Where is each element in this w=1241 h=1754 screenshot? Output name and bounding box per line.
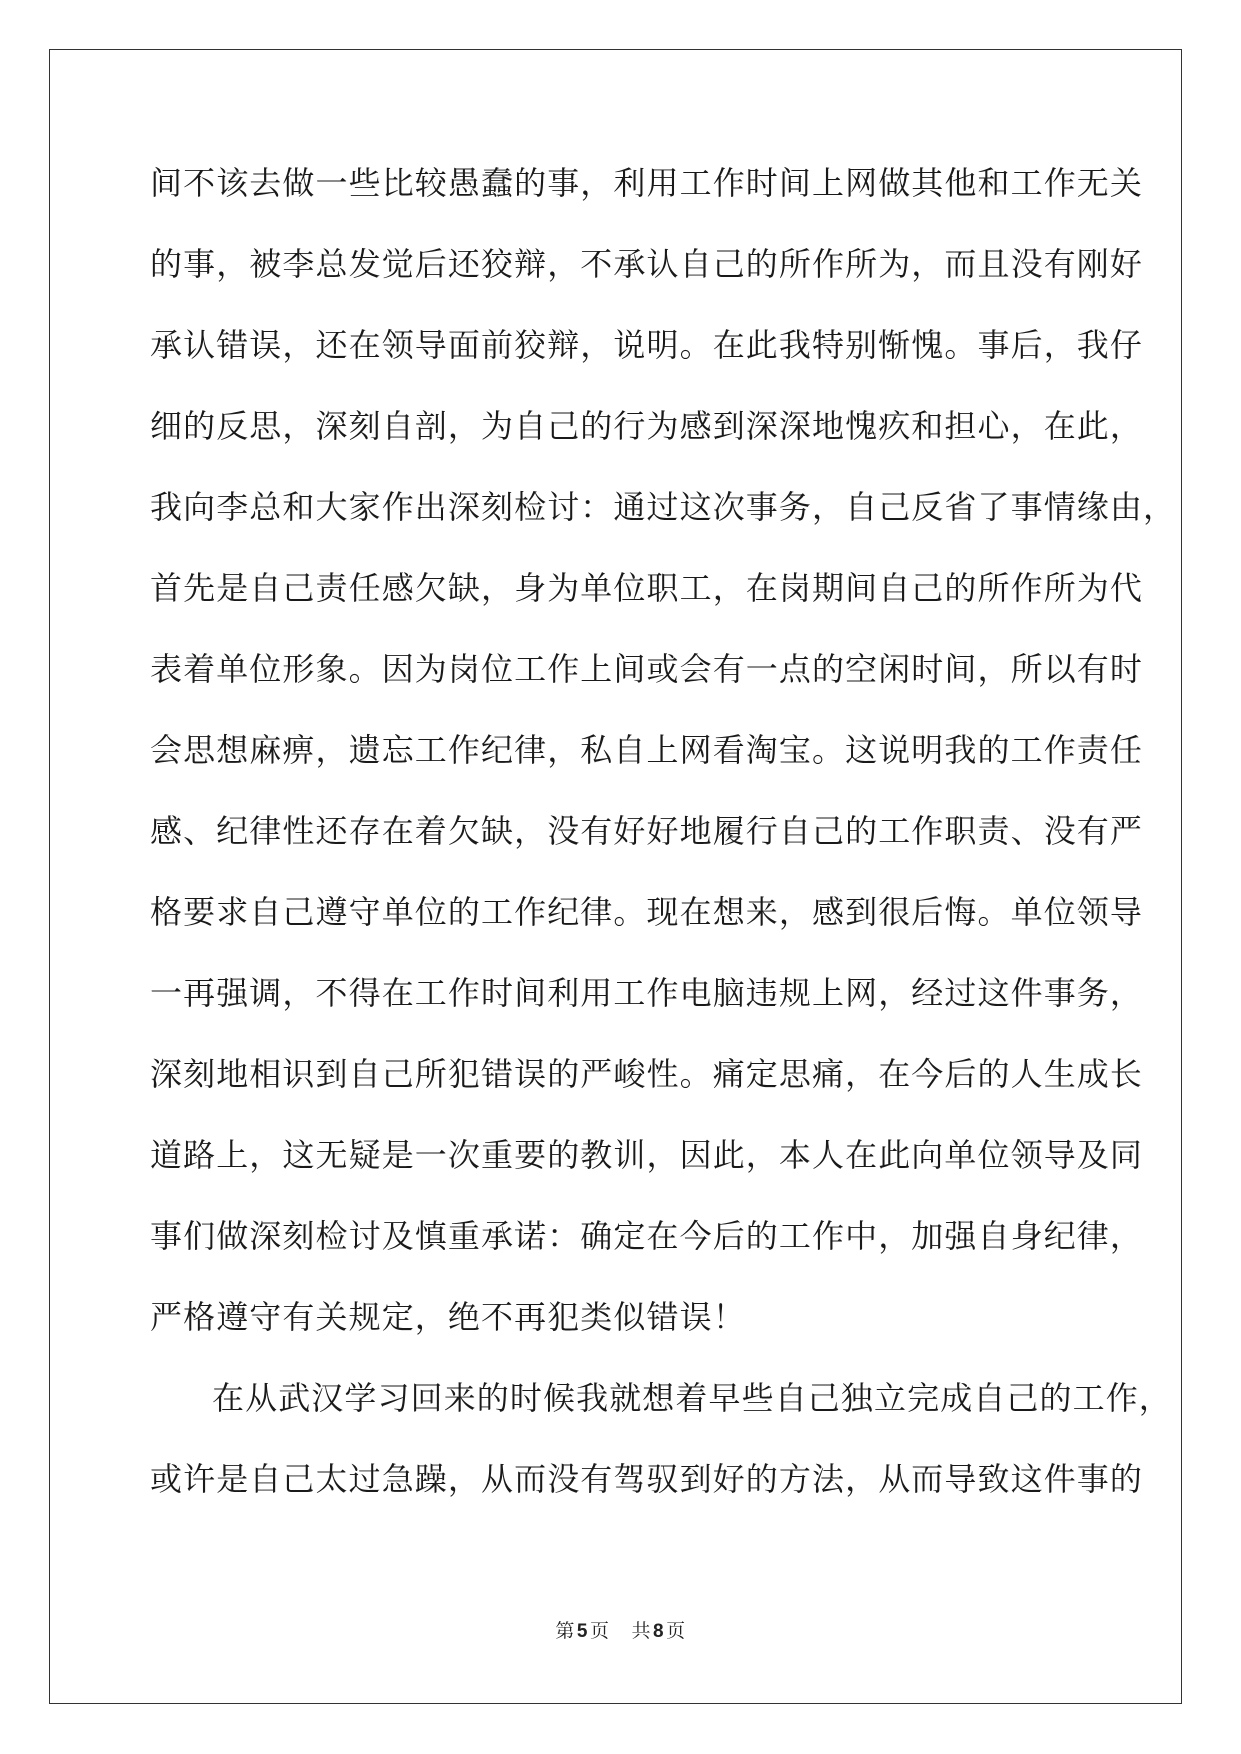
page-current: 5	[576, 1621, 588, 1642]
text-line-6: 首先是自己责任感欠缺，身为单位职工，在岗期间自己的所作所为代	[150, 569, 1144, 607]
page-footer	[0, 1616, 1241, 1643]
text-line-3: 承认错误，还在领导面前狡辩，说明。在此我特别惭愧。事后，我仔	[150, 326, 1144, 364]
page-prefix: 第	[555, 1620, 575, 1642]
text-line-11: 一再强调，不得在工作时间利用工作电脑违规上网，经过这件事务，	[150, 974, 1144, 1012]
text-line-13: 道路上，这无疑是一次重要的教训，因此，本人在此向单位领导及同	[150, 1136, 1144, 1174]
text-line-17: 或许是自己太过急躁，从而没有驾驭到好的方法，从而导致这件事的	[150, 1460, 1144, 1498]
page-total: 8	[653, 1621, 665, 1642]
text-line-4: 细的反思，深刻自剖，为自己的行为感到深深地愧疚和担心，在此，	[150, 407, 1144, 445]
total-prefix: 共	[631, 1620, 652, 1642]
text-line-5: 我向李总和大家作出深刻检讨：通过这次事务，自己反省了事情缘由，	[150, 488, 1177, 526]
text-line-2: 的事，被李总发觉后还狡辩，不承认自己的所作所为，而且没有刚好	[150, 245, 1144, 283]
text-line-1: 间不该去做一些比较愚蠢的事，利用工作时间上网做其他和工作无关	[150, 164, 1144, 202]
total-suffix: 页	[666, 1620, 686, 1642]
text-line-7: 表着单位形象。因为岗位工作上间或会有一点的空闲时间，所以有时	[150, 650, 1144, 688]
text-line-15: 严格遵守有关规定，绝不再犯类似错误！	[150, 1298, 746, 1336]
text-line-14: 事们做深刻检讨及慎重承诺：确定在今后的工作中，加强自身纪律，	[150, 1217, 1144, 1255]
text-line-12: 深刻地相识到自己所犯错误的严峻性。痛定思痛，在今后的人生成长	[150, 1055, 1144, 1093]
text-line-10: 格要求自己遵守单位的工作纪律。现在想来，感到很后悔。单位领导	[150, 893, 1144, 931]
text-line-16: 在从武汉学习回来的时候我就想着早些自己独立完成自己的工作，	[212, 1379, 1172, 1417]
text-line-8: 会思想麻痹，遗忘工作纪律，私自上网看淘宝。这说明我的工作责任	[150, 731, 1144, 769]
page-suffix: 页	[589, 1620, 610, 1642]
text-line-9: 感、纪律性还存在着欠缺，没有好好地履行自己的工作职责、没有严	[150, 812, 1144, 850]
body-text	[150, 163, 1177, 1540]
